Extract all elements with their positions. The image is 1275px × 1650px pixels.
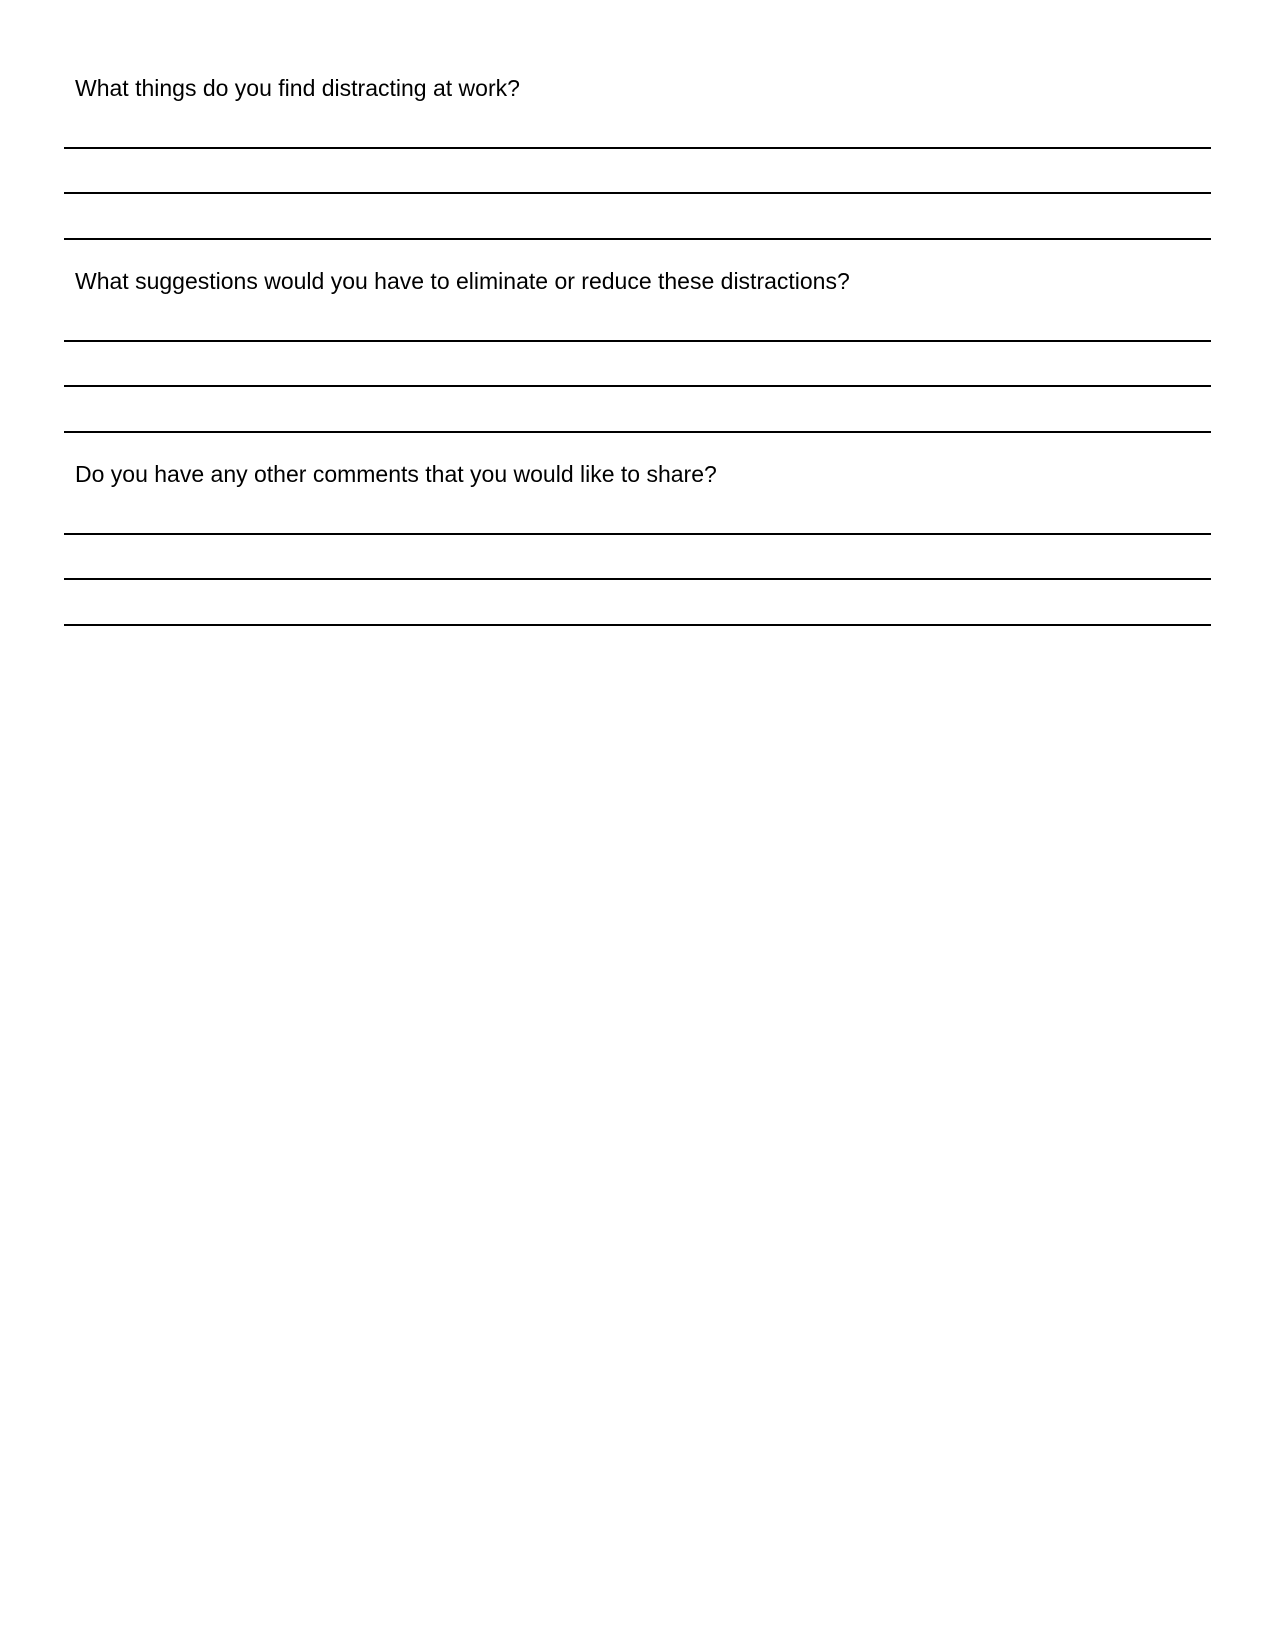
answer-line-suggestions-1[interactable]: [64, 340, 1211, 342]
answer-line-comments-1[interactable]: [64, 533, 1211, 535]
answer-line-suggestions-3[interactable]: [64, 431, 1211, 433]
answer-line-distractions-1[interactable]: [64, 147, 1211, 149]
answer-line-suggestions-2[interactable]: [64, 385, 1211, 387]
answer-line-comments-3[interactable]: [64, 624, 1211, 626]
answer-line-distractions-2[interactable]: [64, 192, 1211, 194]
question-other-comments: Do you have any other comments that you would like to share?: [75, 461, 717, 487]
answer-line-distractions-3[interactable]: [64, 238, 1211, 240]
question-suggestions: What suggestions would you have to eliminate or reduce these distractions?: [75, 268, 850, 294]
answer-line-comments-2[interactable]: [64, 578, 1211, 580]
question-distractions: What things do you find distracting at work?: [75, 75, 520, 101]
